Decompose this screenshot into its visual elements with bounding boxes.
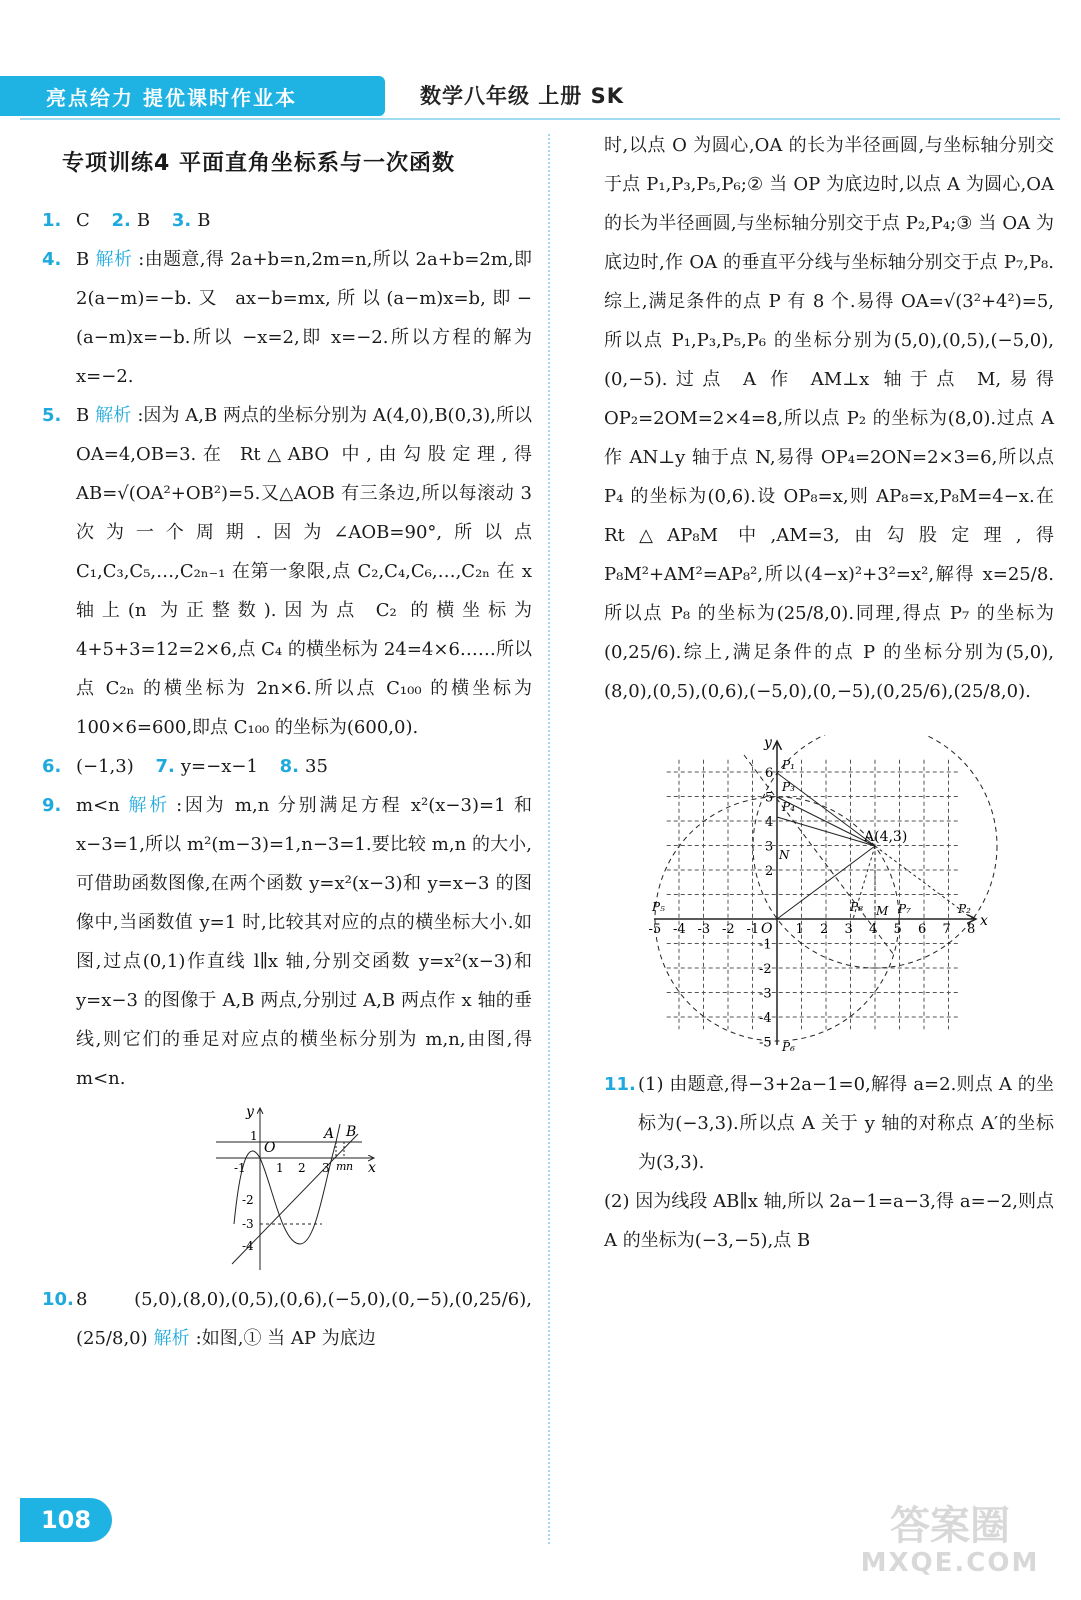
big-axis-y: y <box>764 735 772 751</box>
q4-answer: B <box>76 249 90 270</box>
x-tick-label: 4 <box>869 922 878 937</box>
q9-answer: m<n <box>76 795 120 816</box>
small-point-n: n <box>346 1160 354 1173</box>
column-divider <box>548 134 550 1544</box>
section-title: 专项训练4 平面直角坐标系与一次函数 <box>62 151 455 176</box>
x-tick-label: 3 <box>844 922 853 937</box>
label-P5: P₅ <box>652 900 665 914</box>
q10-analysis: 如图,① 当 AP 为底边 <box>201 1328 376 1349</box>
q6-number: 6. <box>42 756 62 777</box>
label-P3: P₃ <box>782 780 795 794</box>
label-P6: P₆ <box>782 1040 795 1054</box>
q7-answer: y=−x−1 <box>180 756 258 777</box>
q10-answer: 8 (5,0),(8,0),(0,5),(0,6),(−5,0),(0,−5),(0,25/6),(25/8,0) <box>76 1289 532 1349</box>
answer-11 <box>604 1065 1054 1182</box>
x-tick-label: 7 <box>942 922 951 937</box>
x-tick-label: 1 <box>795 922 804 937</box>
q11-part1: (1) 由题意,得−3+2a−1=0,解得 a=2.则点 A 的坐标为(−3,3).所以点 A 关于 y 轴的对称点 A′的坐标为(3,3). <box>638 1074 1054 1173</box>
small-tick: 3 <box>322 1161 330 1175</box>
label-P2: P₂ <box>958 902 971 916</box>
q5-number: 5. <box>42 405 62 426</box>
q6-answer: (−1,3) <box>76 756 134 777</box>
q1-number: 1. <box>42 210 62 231</box>
y-tick-label: -3 <box>759 986 772 1002</box>
x-tick-label: 6 <box>918 922 927 937</box>
watermark-text: 答案圈 <box>890 1503 1010 1549</box>
y-tick-label: 2 <box>765 864 774 879</box>
answer-1-3 <box>42 201 532 240</box>
header-banner <box>0 76 385 116</box>
small-tick: -4 <box>242 1239 254 1253</box>
q2-answer: B <box>136 210 151 231</box>
small-point-B: B <box>346 1124 357 1140</box>
q10-analysis-continued: 时,以点 O 为圆心,OA 的长为半径画圆,与坐标轴分别交于点 P₁,P₃,P₅,P₆;② 当 OP 为底边时,以点 A 为圆心,OA 的长为半径画圆,与坐标轴分别交于点 P₂,P₄;③ 当 OA 为底边时,作 OA 的垂直平分线与坐标轴分别交于点 P₇,P₈.综上,满足条件的点 P 有 8 个.易得 OA=√(3²+4²)=5,所以点 P₁,P₃,P₅,P₆ 的坐标分别为(5,0),(0,5),(−5,0),(0,−5).过点 A 作 AM⊥x 轴于点 M,易得 OP₂=2OM=2×4=8,所以点 P₂ 的坐标为(8,0).过点 A 作 AN⊥y 轴于点 N,易得 OP₄=2ON=2×3=6,所以点 P₄ 的坐标为(0,6).设 OP₈=x,则 AP₈=x,P₈M=4−x.在 Rt△AP₈M 中,AM=3,由勾股定理,得 P₈M²+AM²=AP₈²,所以(4−x)²+3²=x²,解得 x=25/8.所以点 P₈ 的坐标为(25/8,0).同理,得点 P₇ 的坐标为(0,25/6).综上,满足条件的点 P 的坐标分别为(5,0),(8,0),(0,5),(0,6),(−5,0),(0,−5),(0,25/6),(25/8,0). <box>604 135 1054 702</box>
small-axis-x: x <box>368 1160 376 1176</box>
small-tick: -1 <box>234 1161 246 1175</box>
watermark <box>850 1504 1050 1578</box>
label-P1: P₁ <box>782 758 795 772</box>
label-N: N <box>779 848 790 862</box>
x-tick-label: 2 <box>820 922 829 937</box>
x-tick-label: -2 <box>722 922 735 937</box>
q8-answer: 35 <box>305 756 328 777</box>
answer-10: 10. 8 (5,0),(8,0),(0,5),(0,6),(−5,0),(0,−5),(0,25/6),(25/8,0) 解析 :如图,① 当 AP 为底边 <box>42 1280 532 1358</box>
y-tick-label: -1 <box>759 937 772 953</box>
q5-answer: B <box>76 405 90 426</box>
label-P4: P₄ <box>782 800 795 814</box>
left-column <box>42 140 532 1358</box>
function-graph-figure <box>212 1104 382 1274</box>
page-number: 108 <box>20 1498 112 1542</box>
x-tick-label: -4 <box>673 922 686 937</box>
x-tick-label: -3 <box>697 922 711 937</box>
q5-analysis: 因为 A,B 两点的坐标分别为 A(4,0),B(0,3),所以 OA=4,OB=3.在 Rt△ABO 中,由勾股定理,得 AB=√(OA²+OB²)=5.又△AOB 有三条边,所以每滚动 3 次为一个周期.因为∠AOB=90°,所以点 C₁,C₃,C₅,…,C₂ₙ₋₁ 在第一象限,点 C₂,C₄,C₆,…,C₂ₙ 在 x 轴上(n 为正整数).因为点 C₂ 的横坐标为 4+5+3=12=2×6,点 C₄ 的横坐标为 24=4×6……所以点 C₂ₙ 的横坐标为 2n×6.所以点 C₁₀₀ 的横坐标为 100×6=600,即点 C₁₀₀ 的坐标为(600,0). <box>76 405 533 738</box>
x-tick-label: 5 <box>893 922 902 937</box>
analysis-label: 解析 <box>95 405 132 426</box>
y-tick-label: 3 <box>765 839 774 855</box>
q8-number: 8. <box>279 756 300 777</box>
analysis-label: 解析 <box>95 249 133 270</box>
answer-5: 5. B 解析 :因为 A,B 两点的坐标分别为 A(4,0),B(0,3),所以 OA=4,OB=3.在 Rt△ABO 中,由勾股定理,得 AB=√(OA²+OB²)=5.又△AOB 有三条边,所以每滚动 3 次为一个周期.因为∠AOB=90°,所以点 C₁,C₃,C₅,…,C₂ₙ₋₁ 在第一象限,点 C₂,C₄,C₆,…,C₂ₙ 在 x 轴上(n 为正整数).因为点 C₂ 的横坐标为 4+5+3=12=2×6,点 C₄ 的横坐标为 24=4×6……所以点 C₂ₙ 的横坐标为 2n×6.所以点 C₁₀₀ 的横坐标为 100×6=600,即点 C₁₀₀ 的坐标为(600,0). <box>42 396 532 747</box>
q3-number: 3. <box>171 210 192 231</box>
label-M: M <box>876 904 889 918</box>
small-tick: 2 <box>298 1161 306 1175</box>
watermark-url: MXQE.COM <box>860 1548 1040 1578</box>
small-tick: -3 <box>242 1217 254 1231</box>
small-origin: O <box>264 1140 276 1156</box>
q9-analysis: 因为 m,n 分别满足方程 x²(x−3)=1 和 x−3=1,所以 m²(m−3)=1,n−3=1.要比较 m,n 的大小,可借助函数图像,在两个函数 y=x²(x−3)和 y=x−3 的图像中,当函数值 y=1 时,比较其对应的点的横坐标大小.如图,过点(0,1)作直线 l∥x 轴,分别交函数 y=x²(x−3)和 y=x−3 的图像于 A,B 两点,分别过 A,B 两点作 x 轴的垂线,则它们的垂足对应点的横坐标分别为 m,n,由图,得 m<n. <box>76 795 533 1089</box>
big-origin: O <box>761 921 773 937</box>
right-column <box>604 126 1054 1260</box>
x-tick-label: 8 <box>967 922 976 937</box>
analysis-label: 解析 <box>125 795 171 816</box>
answer-4: 4. B 解析 :由题意,得 2a+b=n,2m=n,所以 2a+b=2m,即 2(a−m)=−b.又 ax−b=mx,所以(a−m)x=b,即−(a−m)x=−b.所以 −x=2,即 x=−2.所以方程的解为 x=−2. <box>42 240 532 396</box>
big-point-A: A(4,3) <box>864 829 908 845</box>
header-subject: 数学八年级 上册 SK <box>420 84 625 108</box>
banner-title: 亮点给力 提优课时作业本 <box>46 86 297 110</box>
tick-labels <box>649 766 976 1051</box>
answer-6-8 <box>42 747 532 786</box>
analysis-label: 解析 <box>153 1328 190 1349</box>
small-tick: 1 <box>276 1161 284 1175</box>
x-tick-label: -1 <box>746 922 760 937</box>
x-tick-label: -5 <box>648 922 662 937</box>
header-divider <box>20 118 1060 120</box>
y-tick-label: 4 <box>765 815 774 830</box>
y-tick-label: 5 <box>765 790 774 806</box>
small-point-m: m <box>336 1160 347 1173</box>
label-P8: P₈ <box>850 900 863 914</box>
y-tick-label: -2 <box>759 962 772 977</box>
q2-number: 2. <box>111 210 131 231</box>
small-tick: -2 <box>242 1193 254 1207</box>
y-tick-label: 6 <box>765 766 774 781</box>
y-tick-label: -5 <box>759 1035 772 1051</box>
q11-part2: (2) 因为线段 AB∥x 轴,所以 2a−1=a−3,得 a=−2,则点 A 的坐标为(−3,−5),点 B <box>604 1191 1054 1251</box>
q3-answer: B <box>197 210 211 231</box>
answer-9: 9. m<n 解析 :因为 m,n 分别满足方程 x²(x−3)=1 和 x−3=1,所以 m²(m−3)=1,n−3=1.要比较 m,n 的大小,可借助函数图像,在两个函数 y=x²(x−3)和 y=x−3 的图像中,当函数值 y=1 时,比较其对应的点的横坐标大小.如图,过点(0,1)作直线 l∥x 轴,分别交函数 y=x²(x−3)和 y=x−3 的图像于 A,B 两点,分别过 A,B 两点作 x 轴的垂线,则它们的垂足对应点的横坐标分别为 m,n,由图,得 m<n. <box>42 786 532 1098</box>
y-tick-label: -4 <box>759 1011 772 1026</box>
label-P7: P₇ <box>898 902 911 916</box>
q4-number: 4. <box>42 249 62 270</box>
coordinate-figure <box>614 735 1004 1055</box>
small-tick: 1 <box>250 1129 258 1143</box>
q9-number: 9. <box>42 795 62 816</box>
small-axis-y: y <box>246 1104 254 1120</box>
q7-number: 7. <box>155 756 175 777</box>
big-axis-x: x <box>980 913 988 929</box>
small-point-A: A <box>324 1126 335 1142</box>
q1-answer: C <box>76 210 90 231</box>
q10-number: 10. <box>42 1289 74 1310</box>
q4-analysis: 由题意,得 2a+b=n,2m=n,所以 2a+b=2m,即 2(a−m)=−b.又 ax−b=mx,所以(a−m)x=b,即−(a−m)x=−b.所以 −x=2,即 x=−2.所以方程的解为 x=−2. <box>76 249 532 387</box>
q11-number: 11. <box>604 1074 636 1095</box>
